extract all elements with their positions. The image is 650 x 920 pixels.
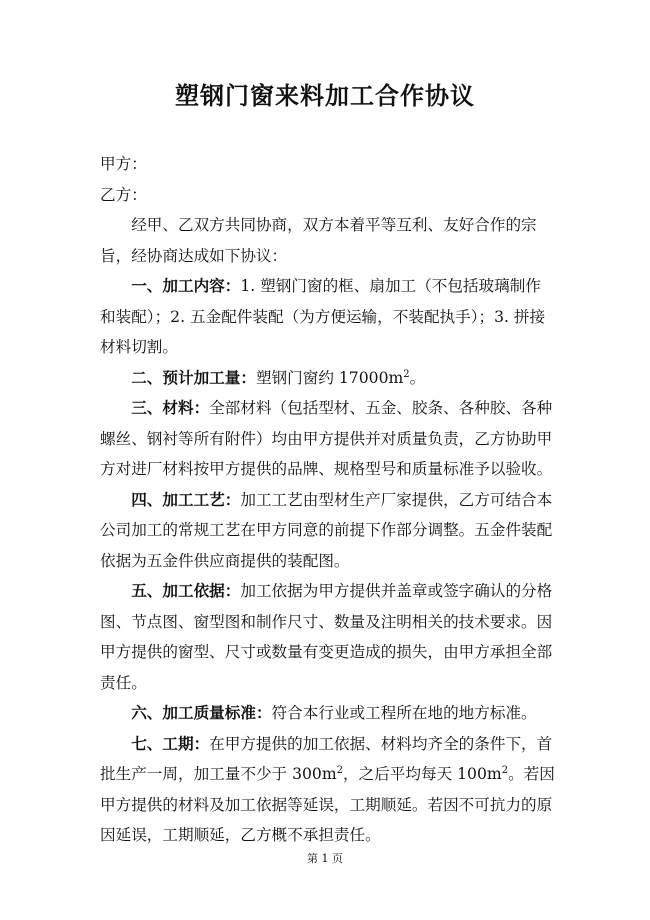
clause-3 [100, 393, 555, 485]
clause-6-text: 符合本行业或工程所在地的地方标准。 [271, 704, 537, 722]
clause-6-label: 六、加工质量标准： [131, 703, 272, 722]
clause-4-text: 加工工艺由型材生产厂家提供，乙方可结合本公司加工的常规工艺在甲方同意的前提下作部分调整。五金件装配依据为五金件供应商提供的装配图。 [100, 490, 553, 570]
clause-7-text-1: 在甲方提供的加工依据、材料均齐全的条件下，首批生产一周，加工量不少于 300m [100, 734, 553, 783]
document-title: 塑钢门窗来料加工合作协议 [175, 81, 475, 110]
clause-4-label: 四、加工工艺： [131, 489, 241, 509]
clause-7-superscript-1: 2 [336, 764, 344, 776]
clause-6 [100, 698, 555, 729]
clause-5-text: 加工依据为甲方提供并盖章或签字确认的分格图、节点图、窗型图和制作尺寸、数量及注明相关的技术要求。因甲方提供的窗型、尺寸或数量有变更造成的损失，由甲方承担全部责任。 [100, 582, 553, 692]
clause-2-label: 二、预计加工量： [131, 367, 256, 387]
party-a-line: 甲方： [100, 155, 147, 173]
clause-5 [100, 576, 555, 698]
clause-2-text: 塑钢门窗约 17000m [255, 368, 404, 387]
party-b-line: 乙方： [100, 185, 147, 204]
clause-3-label: 三、材料： [131, 398, 210, 417]
clause-7-text-2: ，之后平均每天 100m [343, 765, 502, 783]
clause-2 [100, 363, 555, 394]
clause-1 [100, 271, 555, 363]
clause-7 [100, 729, 555, 851]
clause-3-text: 全部材料（包括型材、五金、胶条、各种胶、各种螺丝、钢衬等所有附件）均由甲方提供并对质量负责，乙方协助甲方对进厂材料按甲方提供的品牌、规格型号和质量标准予以验收。 [100, 399, 553, 478]
clause-7-text-3: 。若因甲方提供的材料及加工依据等延误，工期顺延。若因不可抗力的原因延误，工期顺延，乙方概不承担责任。 [100, 765, 555, 844]
clause-2-superscript: 2 [403, 368, 410, 380]
clause-7-superscript-2: 2 [501, 764, 509, 776]
page-number: 第 1 页 [307, 852, 343, 865]
clause-1-text: 1. 塑钢门窗的框、扇加工（不包括玻璃制作和装配）；2. 五金配件装配（为方便运输，不装配执手）；3. 拼接材料切割。 [100, 277, 546, 356]
intro-paragraph: 经甲、乙双方共同协商，双方本着平等互利、友好合作的宗旨，经协商达成如下协议： [100, 216, 537, 265]
document-body [100, 149, 555, 851]
clause-2-tail: 。 [409, 368, 426, 387]
clause-7-label: 七、工期： [131, 733, 210, 753]
clause-5-label: 五、加工依据： [131, 581, 241, 600]
clause-4 [100, 485, 555, 577]
clause-1-label: 一、加工内容： [131, 276, 241, 295]
